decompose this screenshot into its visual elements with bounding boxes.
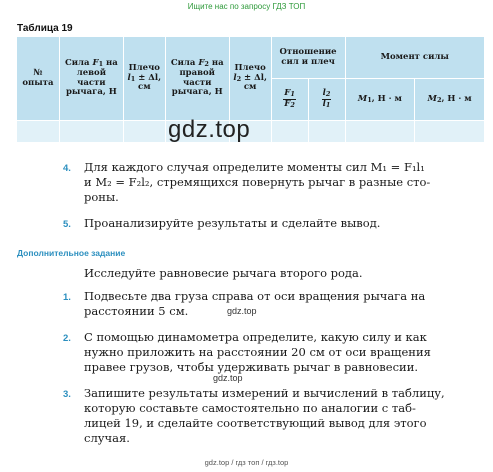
extra-2-number: 2.: [63, 333, 71, 344]
extra-2-line-2: нужно приложить на расстоянии 20 см от оси вращения: [84, 345, 431, 359]
table-cell: [345, 121, 415, 143]
header-moment-group: Момент силы: [345, 37, 484, 79]
extra-3-line-3: лицей 19, и сделайте соответствующий вывод для этого: [84, 416, 427, 430]
extra-3-line-2: которую составьте самостоятельно по аналогии с таб-: [84, 401, 416, 415]
header-arm-right: Плечо l2 ± Δl, см: [229, 37, 271, 121]
table-cell: [308, 121, 345, 143]
extra-3-line-1: Запишите результаты измерений и вычислений в таблицу,: [84, 386, 445, 400]
extra-1-line-2: расстоянии 5 см.: [84, 304, 189, 318]
item-4-line-3: роны.: [84, 190, 119, 204]
header-force-ratio: $\frac{F1}{F2}$: [271, 79, 308, 121]
extra-2-line-1: С помощью динамометра определите, какую силу и как: [84, 330, 427, 344]
header-ratio-group: Отношение сил и плеч: [271, 37, 345, 79]
table-cell: [17, 121, 60, 143]
header-experiment-number: № опыта: [17, 37, 60, 121]
table-row: [17, 121, 485, 143]
extra-intro: Исследуйте равновесие рычага второго рода.: [84, 266, 363, 280]
header-moment-2: M2, Н · м: [415, 79, 485, 121]
footer-watermark: gdz.top / гдз топ / гдз.top: [204, 458, 289, 467]
extra-3-number: 3.: [63, 389, 71, 400]
header-force-right: Сила F2 на правой части рычага, Н: [165, 37, 229, 121]
header-arm-ratio: $\frac{l2}{l1}$: [308, 79, 345, 121]
header-force-left: Сила F1 на левой части рычага, Н: [59, 37, 123, 121]
top-search-link[interactable]: Ищите нас по запросу ГДЗ ТОП: [187, 2, 306, 11]
item-5-number: 5.: [63, 219, 71, 230]
extra-1-line-1: Подвесьте два груза справа от оси вращения рычага на: [84, 289, 426, 303]
header-moment-1: M1, Н · м: [345, 79, 415, 121]
item-4-line-1: Для каждого случая определите моменты сил M₁ = F₁l₁: [84, 160, 425, 174]
section-title-extra: Дополнительное задание: [17, 248, 126, 258]
watermark-small: gdz.top: [213, 373, 243, 383]
table-cell: [415, 121, 485, 143]
item-4-line-2: и M₂ = F₂l₂, стремящихся повернуть рычаг в разные сто-: [84, 175, 431, 189]
table-cell: [271, 121, 308, 143]
extra-3-line-4: случая.: [84, 431, 130, 445]
extra-1-number: 1.: [63, 292, 71, 303]
watermark-large: gdz.top: [168, 116, 251, 143]
extra-2-line-3: правее грузов, чтобы удерживать рычаг в равновесии.: [84, 360, 419, 374]
table-cell: [59, 121, 123, 143]
header-arm-left: Плечо l1 ± Δl, см: [123, 37, 165, 121]
item-4-number: 4.: [63, 163, 71, 174]
data-table: [16, 36, 485, 143]
table-title: Таблица 19: [17, 23, 73, 34]
table-cell: [123, 121, 165, 143]
watermark-small: gdz.top: [227, 306, 257, 316]
item-5-line-1: Проанализируйте результаты и сделайте вывод.: [84, 216, 381, 230]
